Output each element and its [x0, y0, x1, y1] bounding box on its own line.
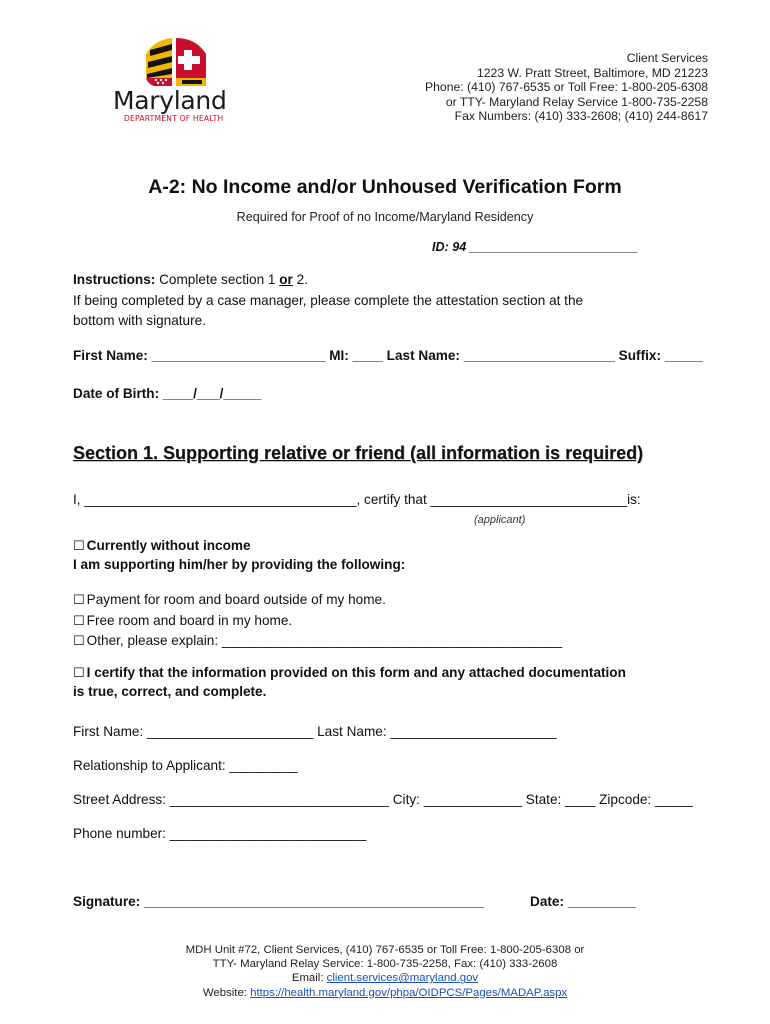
section-1-heading: Section 1. Supporting relative or friend (all information is required)	[73, 443, 644, 463]
relationship-field[interactable]: Relationship to Applicant: _________	[73, 758, 298, 773]
date-of-birth-field[interactable]: Date of Birth: ____/___/_____	[73, 386, 262, 401]
checkbox-icon[interactable]: ☐	[73, 539, 85, 554]
option-label: Free room and board in my home.	[86, 612, 293, 628]
without-income-label: Currently without income	[86, 538, 251, 553]
supporting-line: I am supporting him/her by providing the following:	[73, 557, 406, 572]
instructions-line: bottom with signature.	[73, 313, 206, 328]
address-line: Fax Numbers: (410) 333-2608; (410) 244-8617	[454, 109, 708, 124]
instructions-label: Instructions:	[73, 272, 156, 287]
email-label: Email:	[291, 972, 327, 985]
instructions-text: Complete section 1	[155, 272, 280, 287]
footer	[0, 943, 770, 1000]
street-address-field[interactable]: Street Address: _____________________________ City: _____________ State: ____ Zipcode: _____	[73, 792, 693, 807]
maryland-flag-icon	[110, 34, 240, 94]
supporter-name-field[interactable]: First Name: ______________________ Last Name: ______________________	[73, 724, 557, 739]
option-label: Other, please explain: _____________________________________________	[86, 633, 563, 649]
certify-text: I certify that the information provided on this form and any attached documentation	[86, 665, 626, 680]
checkbox-icon[interactable]: ☐	[73, 613, 85, 629]
website-label: Website:	[202, 986, 251, 999]
client-services-address	[425, 51, 708, 124]
without-income-checkbox[interactable]	[73, 538, 251, 554]
option-room-board-outside[interactable]	[73, 590, 562, 611]
footer-line: MDH Unit #72, Client Services, (410) 767-6535 or Toll Free: 1-800-205-6308 or	[185, 944, 585, 956]
instructions-line: If being completed by a case manager, please complete the attestation section at the	[73, 292, 584, 308]
address-line: 1223 W. Pratt Street, Baltimore, MD 21223	[477, 65, 708, 80]
email-link[interactable]: client.services@maryland.gov	[326, 972, 479, 985]
form-subtitle: Required for Proof of no Income/Maryland Residency	[236, 210, 534, 224]
address-line: Client Services	[626, 51, 708, 65]
applicant-caption: (applicant)	[474, 514, 526, 526]
logo-wordmark: Maryland	[113, 86, 227, 115]
support-options	[73, 590, 562, 652]
instructions-text: 2.	[292, 272, 308, 287]
checkbox-icon[interactable]: ☐	[73, 593, 85, 608]
address-line: or TTY- Maryland Relay Service 1-800-735-2258	[445, 94, 708, 109]
instructions-or: or	[279, 272, 293, 287]
checkbox-icon[interactable]: ☐	[73, 666, 85, 681]
signature-field[interactable]: Signature: _____________________________________________	[73, 894, 485, 909]
applicant-name-field[interactable]: First Name: _______________________ MI: ____ Last Name: ____________________ Suffix: _____	[73, 348, 703, 363]
option-other[interactable]	[73, 631, 562, 652]
certify-applicant-field[interactable]: I, ____________________________________, certify that __________________________is:	[73, 492, 641, 507]
certify-text: is true, correct, and complete.	[73, 684, 267, 700]
id-field[interactable]: ID: 94 ________________________	[432, 240, 638, 254]
instructions	[73, 270, 583, 332]
option-label: Payment for room and board outside of my home.	[86, 592, 386, 607]
address-line: Phone: (410) 767-6535 or Toll Free: 1-800-205-6308	[425, 80, 708, 95]
date-field[interactable]: Date: _________	[530, 894, 636, 909]
footer-line: TTY- Maryland Relay Service: 1-800-735-2258, Fax: (410) 333-2608	[212, 958, 558, 971]
phone-number-field[interactable]: Phone number: __________________________	[73, 826, 367, 841]
option-free-room-board[interactable]	[73, 611, 562, 632]
certify-statement[interactable]	[73, 664, 626, 702]
logo-department: DEPARTMENT OF HEALTH	[124, 114, 224, 123]
checkbox-icon[interactable]: ☐	[73, 634, 85, 650]
form-title: A-2: No Income and/or Unhoused Verification Form	[148, 176, 622, 198]
website-link[interactable]: https://health.maryland.gov/phpa/OIDPCS/Pages/MADAP.aspx	[250, 986, 568, 999]
